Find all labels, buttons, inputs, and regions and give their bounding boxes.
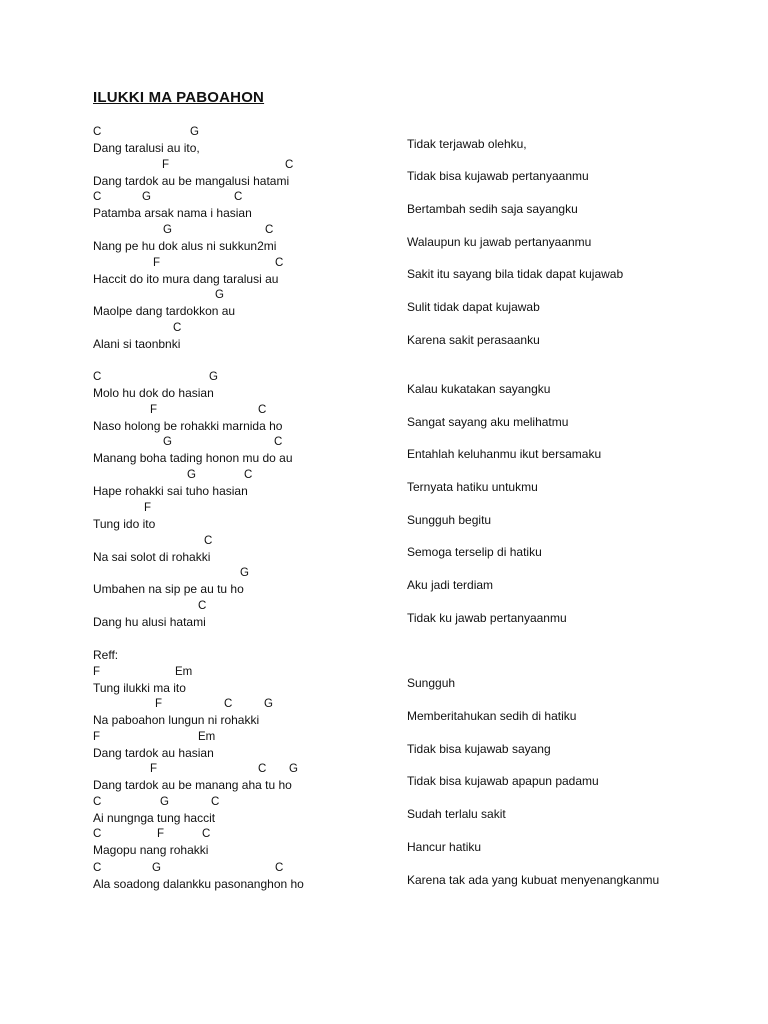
- translation-line: Aku jadi terdiam: [407, 578, 494, 592]
- chord: G: [215, 289, 224, 301]
- translation-line: Tidak bisa kujawab sayang: [407, 742, 551, 756]
- chord: C: [265, 224, 274, 236]
- chord: G: [163, 436, 172, 448]
- chord: G: [160, 796, 169, 808]
- lyric-line: Ala soadong dalankku pasonanghon ho: [93, 877, 304, 891]
- chord: C: [275, 862, 284, 874]
- lyric-line: Na paboahon lungun ni rohakki: [93, 713, 260, 727]
- chord: F: [93, 666, 101, 678]
- chord: F: [162, 159, 170, 171]
- chord: G: [187, 469, 196, 481]
- chord: F: [157, 828, 165, 840]
- chord: G: [190, 126, 199, 138]
- chord: C: [173, 322, 182, 334]
- translation-line: Karena sakit perasaanku: [407, 333, 540, 347]
- chord: C: [93, 828, 102, 840]
- chord: G: [142, 191, 151, 203]
- chord: F: [93, 731, 101, 743]
- chord: C: [224, 698, 233, 710]
- chord: C: [275, 257, 284, 269]
- translation-line: Entahlah keluhanmu ikut bersamaku: [407, 447, 602, 461]
- chord: C: [93, 191, 102, 203]
- chord: G: [289, 763, 298, 775]
- chord: F: [150, 404, 158, 416]
- chord: F: [150, 763, 158, 775]
- lyric-line: Tung ilukki ma ito: [93, 681, 186, 695]
- translation-line: Sudah terlalu sakit: [407, 807, 506, 821]
- translation-line: Memberitahukan sedih di hatiku: [407, 709, 577, 723]
- chord: F: [144, 502, 152, 514]
- chord: F: [153, 257, 161, 269]
- chord: C: [93, 371, 102, 383]
- translation-line: Tidak ku jawab pertanyaanmu: [407, 611, 567, 625]
- translation-line: Bertambah sedih saja sayangku: [407, 202, 578, 216]
- lyric-line: Naso holong be rohakki marnida ho: [93, 419, 283, 433]
- lyric-line: Maolpe dang tardokkon au: [93, 304, 236, 318]
- translation-line: Semoga terselip di hatiku: [407, 545, 542, 559]
- chord: Em: [175, 666, 193, 678]
- translation-line: Ternyata hatiku untukmu: [407, 480, 538, 494]
- chord: C: [93, 126, 102, 138]
- lyric-line: Dang hu alusi hatami: [93, 615, 206, 629]
- lyric-line: Manang boha tading honon mu do au: [93, 451, 293, 465]
- chord: C: [211, 796, 220, 808]
- lyric-line: Alani si taonbnki: [93, 337, 181, 351]
- chord: C: [285, 159, 294, 171]
- chord: G: [240, 567, 249, 579]
- chord: C: [274, 436, 283, 448]
- lyric-line: Molo hu dok do hasian: [93, 386, 214, 400]
- chord: C: [258, 763, 267, 775]
- chord: C: [198, 600, 207, 612]
- lyric-line: Magopu nang rohakki: [93, 843, 209, 857]
- chord: C: [234, 191, 243, 203]
- translation-line: Sungguh: [407, 676, 456, 690]
- chord: C: [93, 796, 102, 808]
- lyric-line: Tung ido ito: [93, 517, 156, 531]
- translation-line: Tidak bisa kujawab pertanyaanmu: [407, 169, 589, 183]
- lyric-line: Patamba arsak nama i hasian: [93, 206, 252, 220]
- translation-line: Sulit tidak dapat kujawab: [407, 300, 540, 314]
- reff-label: Reff:: [93, 648, 119, 662]
- chord: F: [155, 698, 163, 710]
- lyric-line: Dang tardok au hasian: [93, 746, 214, 760]
- chord: C: [244, 469, 253, 481]
- chord: G: [163, 224, 172, 236]
- translation-line: Walaupun ku jawab pertanyaanmu: [407, 235, 592, 249]
- lyric-line: Haccit do ito mura dang taralusi au: [93, 272, 279, 286]
- chord: G: [152, 862, 161, 874]
- chord: C: [202, 828, 211, 840]
- lyric-line: Hape rohakki sai tuho hasian: [93, 484, 248, 498]
- translation-line: Tidak terjawab olehku,: [407, 137, 527, 151]
- translation-line: Sungguh begitu: [407, 513, 492, 527]
- lyric-line: Dang tardok au be mangalusi hatami: [93, 174, 290, 188]
- song-title: ILUKKI MA PABOAHON: [93, 89, 265, 106]
- lyric-line: Umbahen na sip pe au tu ho: [93, 582, 244, 596]
- lyric-line: Dang taralusi au ito,: [93, 141, 200, 155]
- lyric-line: Dang tardok au be manang aha tu ho: [93, 778, 292, 792]
- translation-line: Kalau kukatakan sayangku: [407, 382, 551, 396]
- chord: C: [204, 535, 213, 547]
- chord: C: [258, 404, 267, 416]
- lyric-line: Ai nungnga tung haccit: [93, 811, 216, 825]
- translation-line: Karena tak ada yang kubuat menyenangkanmu: [407, 873, 660, 887]
- translation-line: Sangat sayang aku melihatmu: [407, 415, 569, 429]
- chord: G: [209, 371, 218, 383]
- translation-line: Tidak bisa kujawab apapun padamu: [407, 774, 599, 788]
- translation-line: Hancur hatiku: [407, 840, 482, 854]
- translation-line: Sakit itu sayang bila tidak dapat kujawab: [407, 267, 624, 281]
- chord: C: [93, 862, 102, 874]
- chord: Em: [198, 731, 216, 743]
- lyric-line: Na sai solot di rohakki: [93, 550, 211, 564]
- chord: G: [264, 698, 273, 710]
- lyric-line: Nang pe hu dok alus ni sukkun2mi: [93, 239, 277, 253]
